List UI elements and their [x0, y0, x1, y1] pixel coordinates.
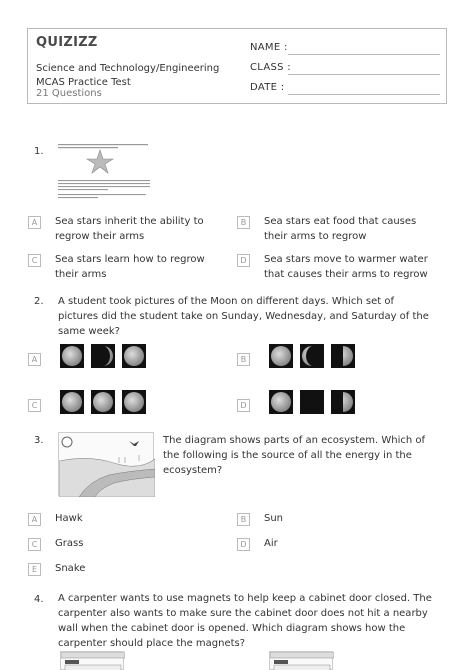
option-d[interactable]: D — [237, 393, 250, 412]
option-e[interactable]: E Snake — [28, 561, 230, 576]
question-text: A student took pictures of the Moon on different days. Which set of pictures did the student take on Sunday, Wednesday, and Saturday of the same week? — [58, 296, 429, 337]
moon-phase-set-a — [60, 344, 153, 368]
magnet-diagram-a — [60, 651, 124, 670]
moon-full-icon — [91, 390, 115, 414]
option-a[interactable]: A Hawk — [28, 511, 230, 526]
option-b[interactable]: B — [237, 347, 250, 366]
moon-new-icon — [300, 390, 324, 414]
quizizz-logo: QUIZIZZ — [36, 35, 98, 50]
question-text: The diagram shows parts of an ecosystem. Which of the following is the source of all the energy in the ecosystem? — [163, 435, 426, 476]
sea-star-icon — [87, 150, 113, 173]
moon-full-icon — [269, 344, 293, 368]
option-c[interactable]: C Grass — [28, 536, 230, 551]
date-field[interactable]: DATE : — [250, 82, 284, 93]
moon-half-icon — [331, 344, 355, 368]
option-a[interactable]: A Sea stars inherit the ability to regrow their arms — [28, 214, 230, 244]
option-c[interactable]: C Sea stars learn how to regrow their arms — [28, 252, 230, 282]
worksheet-title: Science and Technology/Engineering MCAS Practice Test — [36, 63, 220, 88]
moon-phase-set-b — [269, 344, 362, 368]
question-number: 2. — [34, 296, 44, 307]
option-a[interactable]: A — [28, 347, 41, 366]
option-d[interactable]: D Sea stars move to warmer water that causes their arms to regrow — [237, 252, 439, 282]
worksheet-header — [27, 28, 447, 104]
name-field[interactable]: NAME : — [250, 42, 288, 53]
sun-icon — [62, 437, 72, 447]
option-d[interactable]: D Air — [237, 536, 439, 551]
option-c[interactable]: C — [28, 393, 41, 412]
hawk-icon — [129, 441, 139, 446]
ecosystem-diagram — [58, 432, 154, 496]
moon-full-icon — [122, 344, 146, 368]
question-number: 3. — [34, 435, 44, 446]
moon-phase-set-d — [269, 390, 362, 414]
option-b[interactable]: B Sea stars eat food that causes their arms to regrow — [237, 214, 439, 244]
moon-full-icon — [269, 390, 293, 414]
moon-full-icon — [122, 390, 146, 414]
question-number: 1. — [34, 146, 44, 157]
moon-full-icon — [60, 390, 84, 414]
moon-crescent-icon — [300, 344, 324, 368]
moon-half-icon — [331, 390, 355, 414]
class-field[interactable]: CLASS : — [250, 62, 291, 73]
moon-full-icon — [60, 344, 84, 368]
option-b[interactable]: B Sun — [237, 511, 439, 526]
question-number: 4. — [34, 594, 44, 605]
question-count: 21 Questions — [36, 88, 102, 99]
magnet-diagram-b — [269, 651, 333, 670]
question-text: A carpenter wants to use magnets to help keep a cabinet door closed. The carpenter also wants to make sure the cabinet door does not hit a nearby wall when the cabinet door is opened. Which diagram shows how the carpenter should place the magnets? — [58, 593, 432, 649]
moon-crescent-icon — [91, 344, 115, 368]
question-1-image — [58, 142, 151, 200]
moon-phase-set-c — [60, 390, 153, 414]
